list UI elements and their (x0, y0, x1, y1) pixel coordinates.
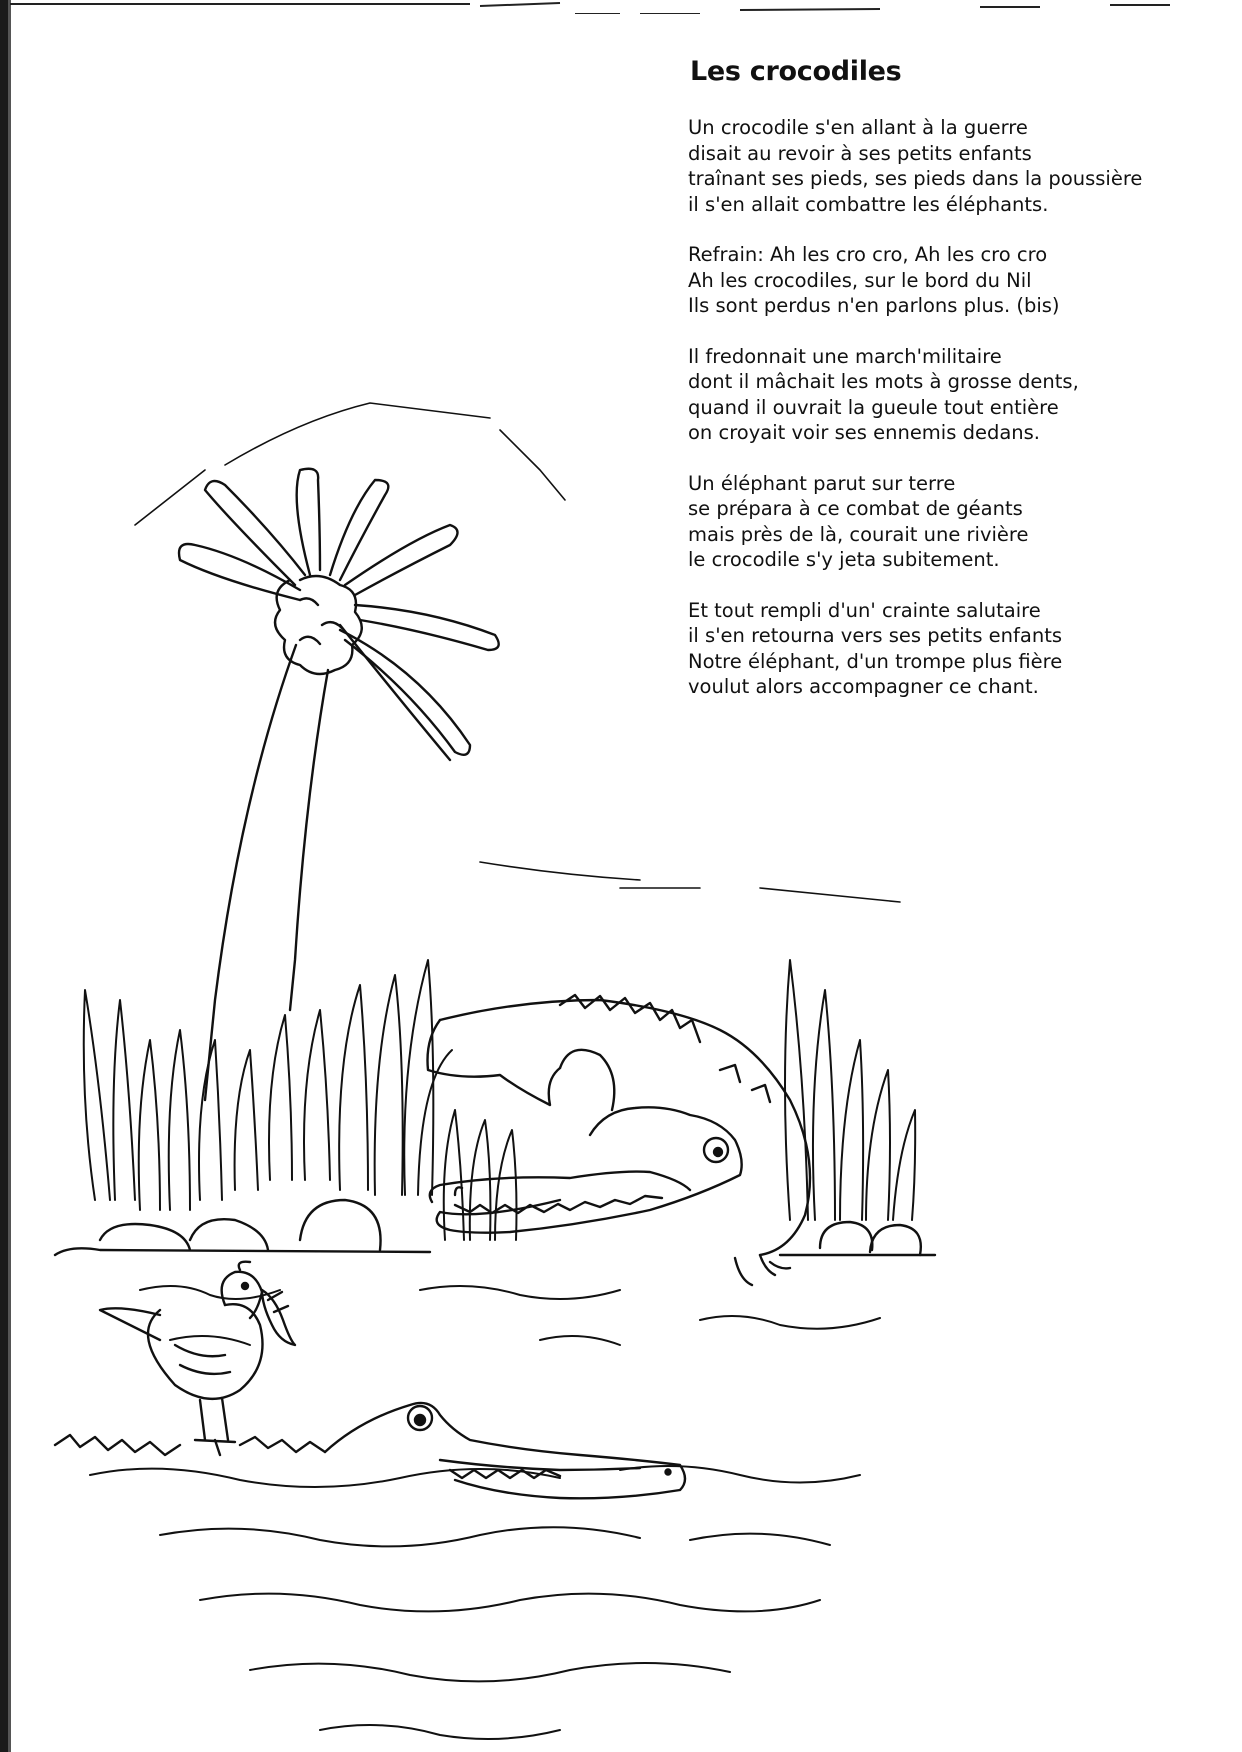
lyric-line: dont il mâchait les mots à grosse dents, (688, 370, 1079, 393)
palm-tree (179, 469, 499, 1100)
sky-lines (135, 403, 900, 902)
lyric-line: Ah les crocodiles, sur le bord du Nil (688, 268, 1032, 292)
stanza-1 (688, 115, 1218, 217)
lyric-line: Et tout rempli d'un' crainte salutaire (688, 598, 1041, 622)
lyric-line: Refrain: Ah les cro cro, Ah les cro cro (688, 243, 1048, 266)
lyric-line: Un crocodile s'en allant à la guerre (688, 116, 1028, 139)
lyric-line: il s'en allait combattre les éléphants. (688, 192, 1049, 216)
lyric-line: Notre éléphant, d'un trompe plus fière (688, 649, 1063, 673)
reeds-center (444, 1110, 517, 1240)
lyric-line: Ils sont perdus n'en parlons plus. (bis) (688, 294, 1060, 317)
song-title: Les crocodiles (690, 56, 902, 87)
lyric-line: on croyait voir ses ennemis dedans. (688, 421, 1040, 444)
scan-left-border-shadow (8, 0, 11, 1752)
refrain (688, 242, 1218, 319)
scan-left-border (0, 0, 8, 1752)
reeds-left (84, 960, 452, 1210)
lyric-line: voulut alors accompagner ce chant. (688, 675, 1039, 698)
water-waves (90, 1286, 880, 1739)
reeds-right (785, 960, 915, 1220)
lyric-line: il s'en retourna vers ses petits enfants (688, 624, 1063, 647)
lyric-line: disait au revoir à ses petits enfants (688, 141, 1032, 165)
lyric-line: Il fredonnait une march'militaire (688, 344, 1002, 368)
lyric-line: se prépara à ce combat de géants (688, 497, 1023, 520)
lyric-line: quand il ouvrait la gueule tout entière (688, 395, 1059, 419)
crocodile-illustration (40, 380, 1000, 1750)
lyric-line: mais près de là, courait une rivière (688, 522, 1029, 546)
lyric-line: Un éléphant parut sur terre (688, 471, 956, 495)
lyric-line: traînant ses pieds, ses pieds dans la poussière (688, 167, 1143, 190)
crocodile-large (428, 995, 811, 1285)
scan-top-marks (0, 0, 1242, 14)
lyric-line: le crocodile s'y jeta subitement. (688, 548, 1000, 571)
